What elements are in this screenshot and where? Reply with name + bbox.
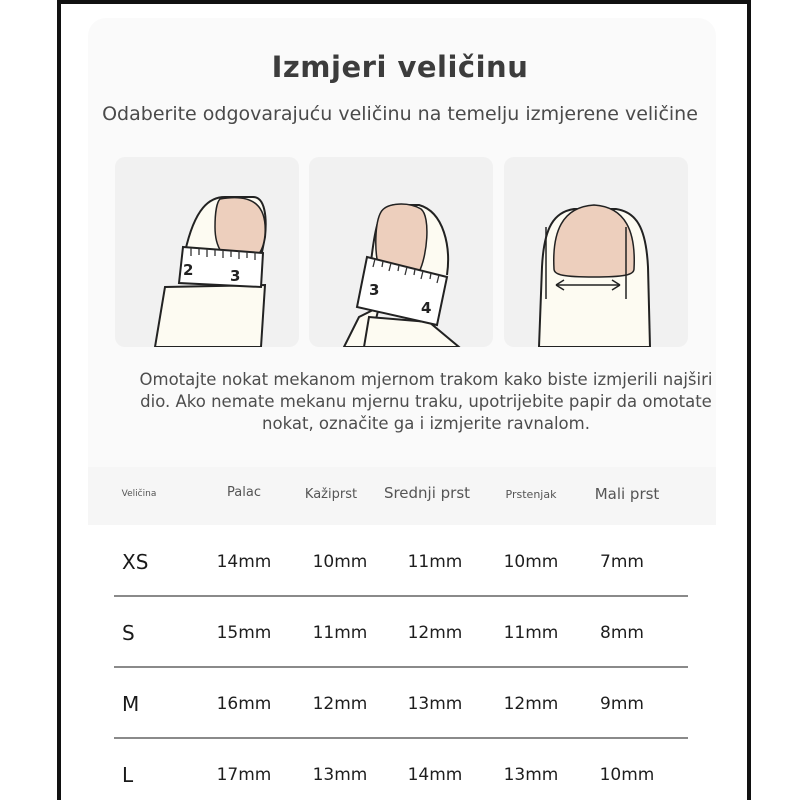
header-size: Veličina bbox=[121, 489, 157, 499]
table-cell: 7mm bbox=[600, 552, 644, 572]
table-cell: 10mm bbox=[312, 552, 368, 572]
table-cell: 14mm bbox=[407, 765, 463, 785]
table-cell: 10mm bbox=[503, 552, 559, 572]
row-divider bbox=[114, 595, 688, 597]
table-cell: 17mm bbox=[216, 765, 272, 785]
table-cell: 11mm bbox=[407, 552, 463, 572]
table-cell: 15mm bbox=[216, 623, 272, 643]
table-cell: 12mm bbox=[407, 623, 463, 643]
header-ring-finger: Prstenjak bbox=[505, 488, 557, 501]
table-cell: 12mm bbox=[503, 694, 559, 714]
header-little-finger: Mali prst bbox=[594, 485, 660, 503]
tape-number: 3 bbox=[369, 281, 380, 299]
table-cell: 11mm bbox=[503, 623, 559, 643]
header-index-finger: Kažiprst bbox=[304, 487, 358, 502]
tape-number: 3 bbox=[230, 267, 241, 285]
table-cell: 10mm bbox=[599, 765, 655, 785]
illustration-nail-width bbox=[504, 157, 688, 347]
header-middle-finger: Srednji prst bbox=[383, 484, 471, 502]
table-cell: 8mm bbox=[600, 623, 644, 643]
row-divider bbox=[114, 666, 688, 668]
size-label: L bbox=[122, 763, 134, 787]
size-label: S bbox=[122, 621, 135, 645]
tape-number: 2 bbox=[183, 261, 194, 279]
tape-number: 4 bbox=[421, 299, 432, 317]
table-cell: 13mm bbox=[312, 765, 368, 785]
page-title: Izmjeri veličinu bbox=[271, 50, 529, 84]
page-subtitle: Odaberite odgovarajuću veličinu na temelju izmjerene veličine bbox=[102, 103, 698, 125]
size-label: M bbox=[122, 692, 140, 716]
illustration-finger-tape bbox=[309, 157, 493, 347]
table-cell: 12mm bbox=[312, 694, 368, 714]
illustration-thumb-tape bbox=[115, 157, 299, 347]
table-cell: 13mm bbox=[407, 694, 463, 714]
header-thumb: Palac bbox=[227, 485, 261, 500]
table-cell: 9mm bbox=[600, 694, 644, 714]
table-cell: 11mm bbox=[312, 623, 368, 643]
instructions-text: Omotajte nokat mekanom mjernom trakom kako biste izmjerili najširi dio. Ako nemate mekanu mjernu traku, upotrijebite papir da omotate nokat, označite ga i izmjerite ravnalom. bbox=[139, 370, 713, 433]
size-label: XS bbox=[122, 550, 149, 574]
table-cell: 14mm bbox=[216, 552, 272, 572]
table-cell: 13mm bbox=[503, 765, 559, 785]
row-divider bbox=[114, 737, 688, 739]
table-cell: 16mm bbox=[216, 694, 272, 714]
